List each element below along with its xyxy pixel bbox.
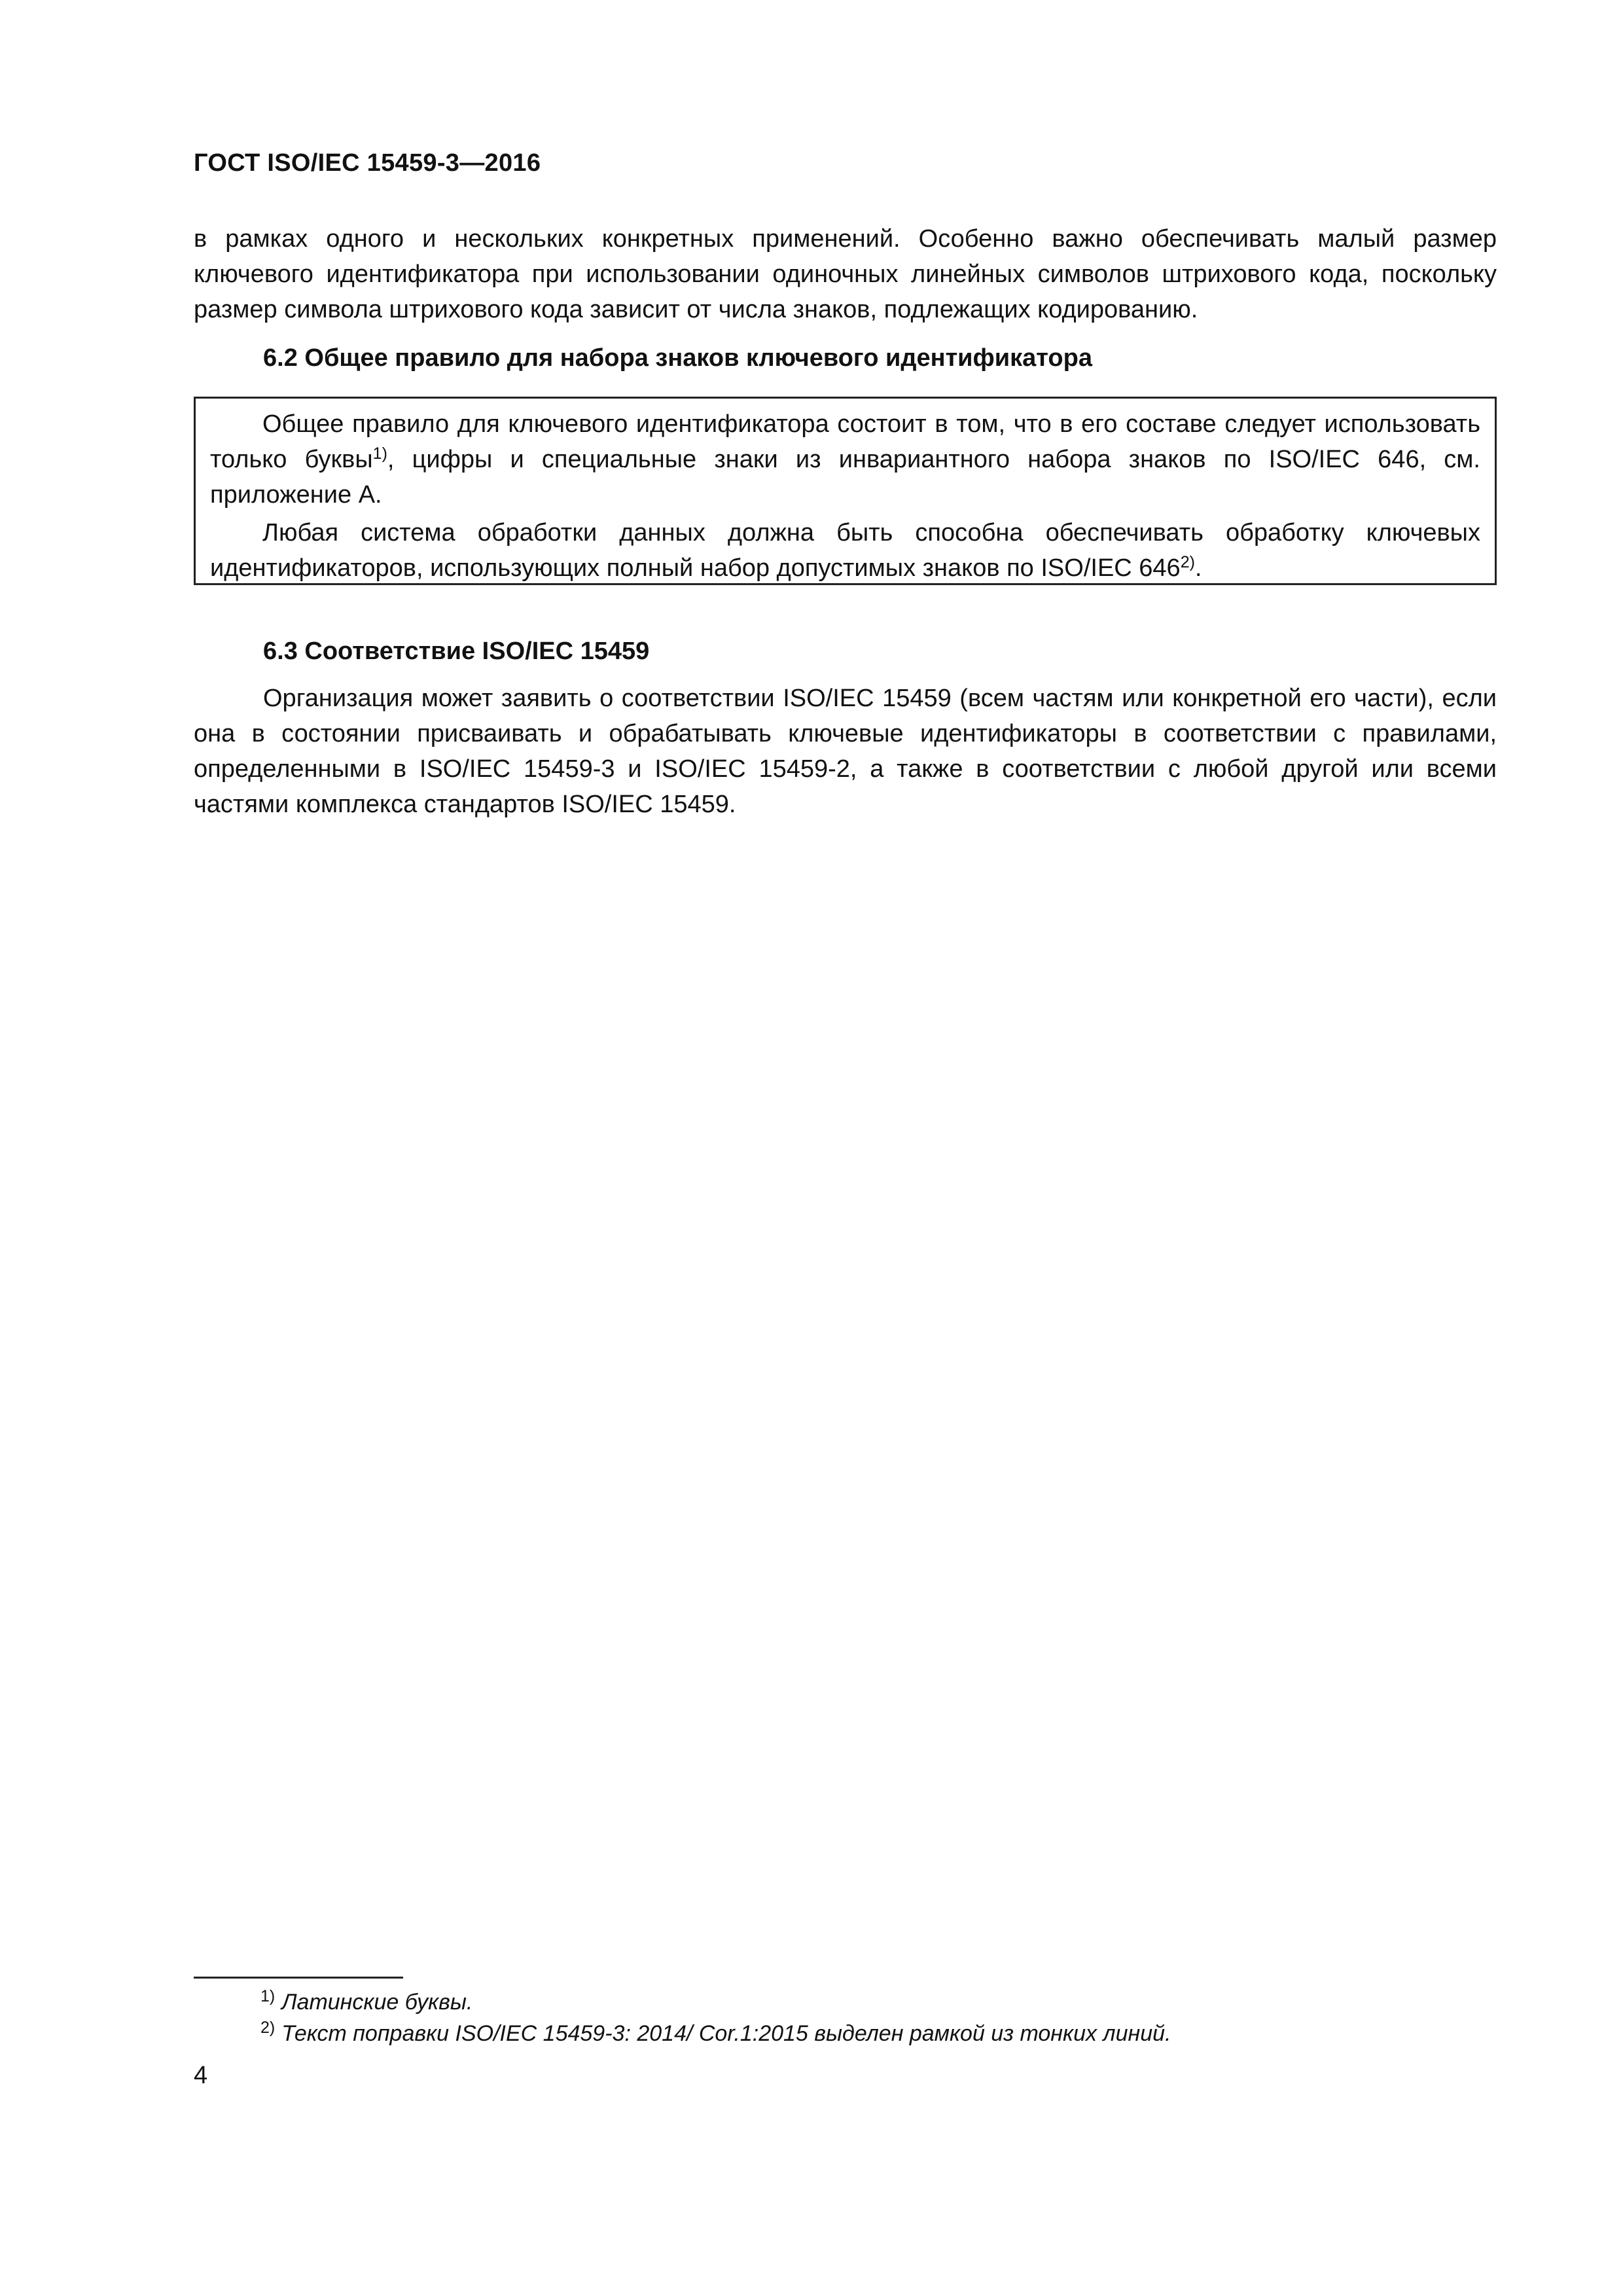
section-6-3-paragraph — [194, 681, 1497, 822]
amendment-p1-text-start: Общее правило для ключевого идентификатора состоит в том, что в его составе следует использовать только буквы — [210, 410, 1480, 473]
footnote-ref-1: 1) — [372, 444, 387, 463]
intro-paragraph — [194, 221, 1497, 327]
amendment-p2-text-end: . — [1194, 554, 1202, 582]
footnote-1-text: Латинские буквы. — [281, 1990, 473, 2015]
footnote-1-mark: 1) — [260, 1987, 276, 2005]
section-6-2-heading: 6.2 Общее правило для набора знаков ключевого идентификатора — [263, 344, 1092, 372]
page-number: 4 — [194, 2062, 208, 2089]
footnote-2 — [260, 2018, 1171, 2047]
footnote-2-mark: 2) — [260, 2018, 276, 2037]
footnote-separator — [194, 1977, 403, 1979]
section-6-3-heading: 6.3 Соответствие ISO/IEC 15459 — [263, 637, 650, 665]
intro-text: в рамках одного и нескольких конкретных применений. Особенно важно обеспечивать малый размер ключевого идентификатора при использовании одиночных линейных символов штрихового кода, поскольку размер символа штрихового кода зависит от числа знаков, подлежащих кодированию. — [194, 225, 1497, 323]
footnote-1 — [260, 1987, 473, 2015]
footnote-ref-2: 2) — [1180, 553, 1195, 571]
amendment-p2-text-start: Любая система обработки данных должна быть способна обеспечивать обработку ключевых идентификаторов, использующих полный набор допустимых знаков по ISO/IEC 646 — [210, 519, 1480, 582]
footnote-2-text: Текст поправки ISO/IEC 15459-3: 2014/ Cor.1:2015 выделен рамкой из тонких линий. — [281, 2021, 1171, 2046]
amendment-paragraph-2 — [210, 515, 1480, 586]
amendment-paragraph-1 — [210, 406, 1480, 512]
document-header: ГОСТ ISO/IEC 15459-3—2016 — [194, 149, 541, 177]
amendment-p1-text-end: , цифры и специальные знаки из инвариантного набора знаков по ISO/IEC 646, см. приложение А. — [210, 446, 1480, 509]
section-6-3-text: Организация может заявить о соответствии ISO/IEC 15459 (всем частям или конкретной его части), если она в состоянии присваивать и обрабатывать ключевые идентификаторы в соответствии с правилами, определенными в ISO/IEC 15459-3 и ISO/IEC 15459-2, а также в соответствии с любой другой или всеми частями комплекса стандартов ISO/IEC 15459. — [194, 685, 1497, 818]
amendment-box — [194, 397, 1497, 585]
